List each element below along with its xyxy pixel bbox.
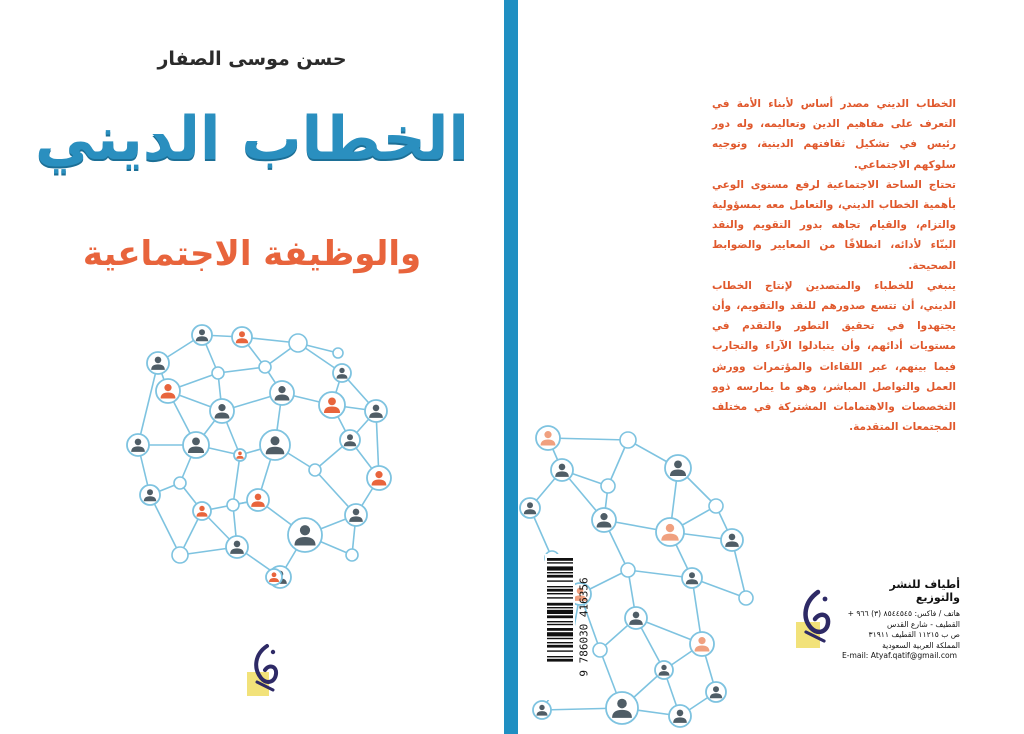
person-node-icon xyxy=(345,504,367,526)
person-node-icon xyxy=(551,459,573,481)
barcode-bar xyxy=(547,656,573,657)
network-dot xyxy=(172,547,188,563)
person-node-icon xyxy=(319,392,345,418)
barcode-bar xyxy=(547,593,573,594)
network-dot xyxy=(621,563,635,577)
person-node-icon xyxy=(226,536,248,558)
publisher-pobox: ص ب ١١٢١٥ القطيف ٣١٩١١ xyxy=(868,630,960,639)
person-node-icon xyxy=(147,352,169,374)
network-dot xyxy=(309,464,321,476)
blurb-paragraph: ينبغي للخطباء والمتصدين لإنتاج الخطاب الديني، أن تتسع صدورهم للنقد والتقويم، وأن يجتهدوا في تحقيق التطور والتقدم في مستويات أدائهم، وأن يتبادلوا الآراء والتجارب فيما بينهم، عبر اللقاءات والمؤتمرات وورش العمل والتواصل المباشر، وهو ما يمارسه ذوو التخصصات والاهتمامات المشتركة في مختلف المجتمعات المتقدمة. xyxy=(712,279,956,434)
person-node-icon xyxy=(721,529,743,551)
author-name: حسن موسى الصفار xyxy=(157,48,347,70)
person-node-icon xyxy=(156,379,180,403)
person-node-icon xyxy=(260,430,290,460)
publisher-phone: هاتف / فاكس: ٨٥٤٤٥٤٥ (٣) ٩٦٦ + xyxy=(847,609,960,618)
network-link xyxy=(218,367,265,373)
person-node-icon xyxy=(706,682,726,702)
person-node-icon xyxy=(232,327,252,347)
publisher-country: المملكة العربية السعودية xyxy=(882,640,960,650)
person-node-icon xyxy=(193,502,211,520)
barcode-bar xyxy=(547,562,573,563)
publisher-street: القطيف - شارع القدس xyxy=(886,619,960,629)
person-node-icon xyxy=(127,434,149,456)
person-node-icon xyxy=(270,381,294,405)
front-cover xyxy=(0,0,504,734)
person-node-icon xyxy=(682,568,702,588)
barcode-bar xyxy=(547,650,573,651)
barcode-bar xyxy=(547,566,573,570)
network-dot xyxy=(259,361,271,373)
person-node-icon xyxy=(592,508,616,532)
network-dot xyxy=(620,432,636,448)
network-dot xyxy=(346,549,358,561)
network-dot xyxy=(212,367,224,379)
person-node-icon xyxy=(247,489,269,511)
book-spine xyxy=(504,0,518,734)
network-dot xyxy=(289,334,307,352)
barcode-bar xyxy=(547,659,573,662)
network-dot xyxy=(593,643,607,657)
person-node-icon xyxy=(533,701,551,719)
barcode-bar xyxy=(547,610,573,614)
barcode-bar xyxy=(547,628,573,631)
barcode-bar xyxy=(547,645,573,648)
person-node-icon xyxy=(333,364,351,382)
barcode-bar xyxy=(547,615,573,618)
barcode-bar xyxy=(547,621,573,622)
barcode-bar xyxy=(547,575,573,578)
person-node-icon xyxy=(183,432,209,458)
barcode-bar xyxy=(547,597,573,598)
person-node-icon xyxy=(234,449,246,461)
network-illustration-front xyxy=(120,315,400,600)
network-dot xyxy=(601,479,615,493)
barcode-bar xyxy=(547,586,573,587)
atyaf-logo-icon xyxy=(790,584,838,650)
person-node-icon xyxy=(288,518,322,552)
barcode-bar xyxy=(547,632,573,636)
publisher-email: E-mail: Atyaf.qatif@gmail.com xyxy=(842,651,958,660)
book-title: الخطاب الديني xyxy=(35,104,469,174)
book-subtitle: والوظيفة الاجتماعية xyxy=(82,234,422,274)
person-node-icon xyxy=(625,607,647,629)
person-node-icon xyxy=(365,400,387,422)
publisher-info xyxy=(842,578,960,662)
barcode-bar xyxy=(547,589,573,592)
barcode-bar xyxy=(547,580,573,581)
barcode-bar xyxy=(547,558,573,561)
blurb-paragraph: تحتاج الساحة الاجتماعية لرفع مستوى الوعي بأهمية الخطاب الديني، والتعامل معه بمسؤولية والتزام، والقيام تجاهه بدور التقويم والنقد البنّاء لأدائه، انطلاقًا من المعايير والضوابط الصحيحة. xyxy=(712,178,956,272)
person-node-icon xyxy=(655,661,673,679)
barcode-bar xyxy=(547,642,573,643)
person-node-icon xyxy=(669,705,691,727)
network-link xyxy=(233,455,240,505)
barcode-bar xyxy=(547,607,573,608)
barcode-bar xyxy=(547,624,573,625)
network-dot xyxy=(333,348,343,358)
network-dot xyxy=(227,499,239,511)
network-dot xyxy=(739,591,753,605)
barcode-bar xyxy=(547,603,573,606)
person-node-icon xyxy=(536,426,560,450)
person-node-icon xyxy=(210,399,234,423)
person-node-icon xyxy=(340,430,360,450)
person-node-icon xyxy=(656,518,684,546)
barcode-icon xyxy=(545,554,575,700)
barcode-number: 9 786030 416356 xyxy=(577,577,591,677)
network-dot xyxy=(174,477,186,489)
barcode-bar xyxy=(547,638,573,639)
network-dot xyxy=(709,499,723,513)
person-node-icon xyxy=(606,692,638,724)
person-node-icon xyxy=(690,632,714,656)
person-node-icon xyxy=(140,485,160,505)
back-cover-blurb xyxy=(712,94,956,437)
blurb-paragraph: الخطاب الديني مصدر أساس لأبناء الأمة في التعرف على مفاهيم الدين وتعاليمه، وله دور رئيس في تشكيل ثقافتهم الدينية، وتوجيه سلوكهم الاجتماعي. xyxy=(712,98,956,171)
publisher-name: أطياف للنشر والتوزيع xyxy=(889,578,960,604)
person-node-icon xyxy=(520,498,540,518)
barcode-bar xyxy=(547,572,573,573)
network-link xyxy=(138,363,158,445)
person-node-icon xyxy=(367,466,391,490)
person-node-icon xyxy=(665,455,691,481)
atyaf-logo-icon xyxy=(243,638,285,698)
person-node-icon xyxy=(192,325,212,345)
person-node-icon xyxy=(266,569,282,585)
